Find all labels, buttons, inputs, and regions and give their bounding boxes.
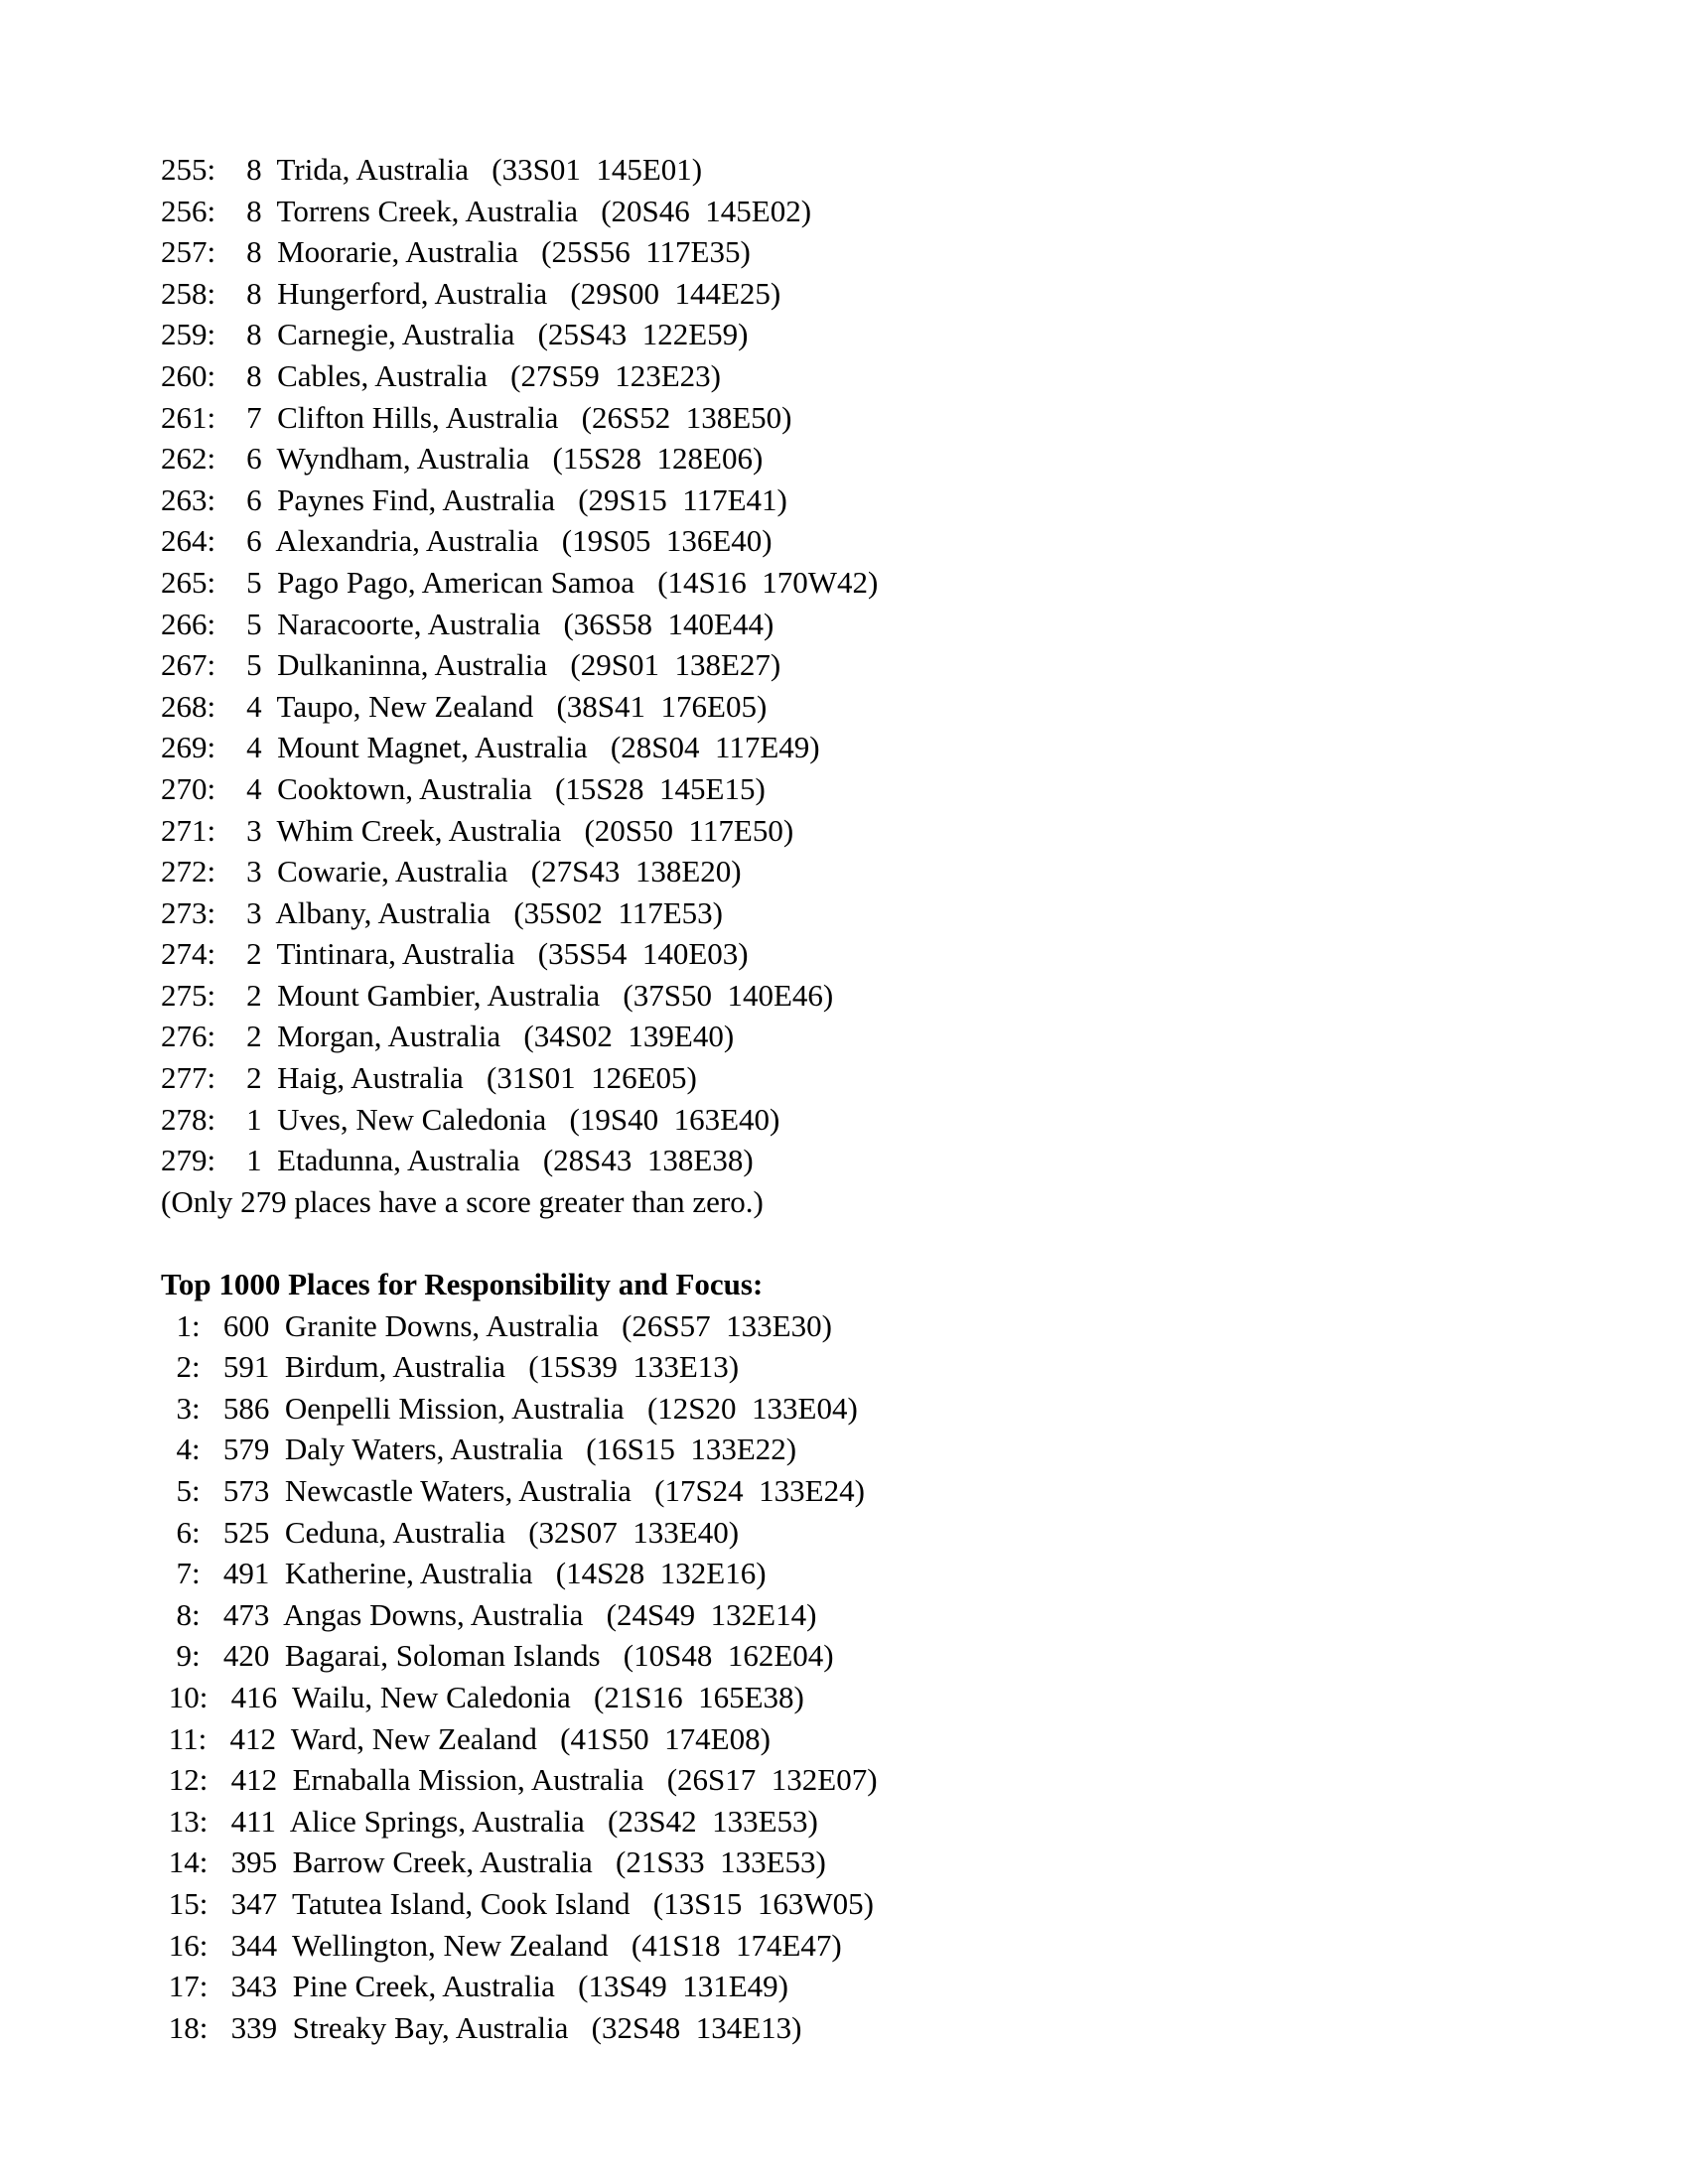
- list-item: 13: 411 Alice Springs, Australia (23S42 133E53): [161, 1803, 818, 1839]
- list-item: 11: 412 Ward, New Zealand (41S50 174E08): [161, 1720, 771, 1756]
- list-item: 261: 7 Clifton Hills, Australia (26S52 138E50): [161, 399, 792, 435]
- list-item: 15: 347 Tatutea Island, Cook Island (13S15 163W05): [161, 1885, 874, 1921]
- list-item: 7: 491 Katherine, Australia (14S28 132E16): [161, 1556, 767, 1591]
- list-item: 14: 395 Barrow Creek, Australia (21S33 133E53): [161, 1844, 826, 1880]
- list-item: 18: 339 Streaky Bay, Australia (32S48 134E13): [161, 2009, 802, 2045]
- list-item: 8: 473 Angas Downs, Australia (24S49 132E14): [161, 1596, 817, 1632]
- list-item: 266: 5 Naracoorte, Australia (36S58 140E44): [161, 606, 774, 641]
- list-item: 277: 2 Haig, Australia (31S01 126E05): [161, 1060, 697, 1096]
- list-item: 276: 2 Morgan, Australia (34S02 139E40): [161, 1019, 735, 1054]
- list-item: 271: 3 Whim Creek, Australia (20S50 117E50): [161, 812, 794, 848]
- list-item: 3: 586 Oenpelli Mission, Australia (12S20 133E04): [161, 1390, 858, 1426]
- list-item: 273: 3 Albany, Australia (35S02 117E53): [161, 894, 723, 930]
- list-item: 5: 573 Newcastle Waters, Australia (17S24 133E24): [161, 1473, 865, 1508]
- list-item: 262: 6 Wyndham, Australia (15S28 128E06): [161, 441, 764, 477]
- list-item: 260: 8 Cables, Australia (27S59 123E23): [161, 357, 721, 393]
- list-item: 258: 8 Hungerford, Australia (29S00 144E25): [161, 275, 781, 311]
- list-item: 256: 8 Torrens Creek, Australia (20S46 145E02): [161, 193, 812, 228]
- list-item: 17: 343 Pine Creek, Australia (13S49 131E49): [161, 1969, 788, 2004]
- list-item: 272: 3 Cowarie, Australia (27S43 138E20): [161, 854, 742, 889]
- list-item: 270: 4 Cooktown, Australia (15S28 145E15): [161, 770, 766, 806]
- list-item: 9: 420 Bagarai, Soloman Islands (10S48 162E04): [161, 1638, 834, 1674]
- section-heading: Top 1000 Places for Responsibility and Focus:: [161, 1267, 764, 1302]
- list-item: 278: 1 Uves, New Caledonia (19S40 163E40): [161, 1101, 780, 1137]
- list-item: 268: 4 Taupo, New Zealand (38S41 176E05): [161, 688, 768, 724]
- section-gap: [161, 1222, 1352, 1264]
- list-note: (Only 279 places have a score greater than zero.): [161, 1183, 764, 1219]
- list-item: 6: 525 Ceduna, Australia (32S07 133E40): [161, 1514, 740, 1550]
- list-item: 16: 344 Wellington, New Zealand (41S18 174E47): [161, 1927, 842, 1963]
- list-item: 12: 412 Ernaballa Mission, Australia (26S17 132E07): [161, 1762, 878, 1798]
- list-item: 10: 416 Wailu, New Caledonia (21S16 165E38): [161, 1679, 804, 1714]
- list-item: 264: 6 Alexandria, Australia (19S05 136E40): [161, 523, 773, 559]
- list-item: 259: 8 Carnegie, Australia (25S43 122E59): [161, 317, 749, 352]
- list-item: 269: 4 Mount Magnet, Australia (28S04 117E49): [161, 730, 820, 765]
- list-item: 257: 8 Moorarie, Australia (25S56 117E35): [161, 234, 751, 270]
- list-item: 255: 8 Trida, Australia (33S01 145E01): [161, 152, 703, 187]
- list-item: 4: 579 Daly Waters, Australia (16S15 133E22): [161, 1432, 797, 1467]
- list-item: 1: 600 Granite Downs, Australia (26S57 133E30): [161, 1307, 832, 1343]
- list-item: 263: 6 Paynes Find, Australia (29S15 117E41): [161, 481, 787, 517]
- list-item: 2: 591 Birdum, Australia (15S39 133E13): [161, 1349, 740, 1385]
- list-item: 279: 1 Etadunna, Australia (28S43 138E38): [161, 1143, 754, 1178]
- list-item: 265: 5 Pago Pago, American Samoa (14S16 170W42): [161, 564, 879, 600]
- list-item: 274: 2 Tintinara, Australia (35S54 140E03): [161, 936, 749, 972]
- list-item: 267: 5 Dulkaninna, Australia (29S01 138E27): [161, 647, 781, 683]
- list-item: 275: 2 Mount Gambier, Australia (37S50 140E46): [161, 977, 834, 1013]
- places-list: [161, 149, 1352, 2048]
